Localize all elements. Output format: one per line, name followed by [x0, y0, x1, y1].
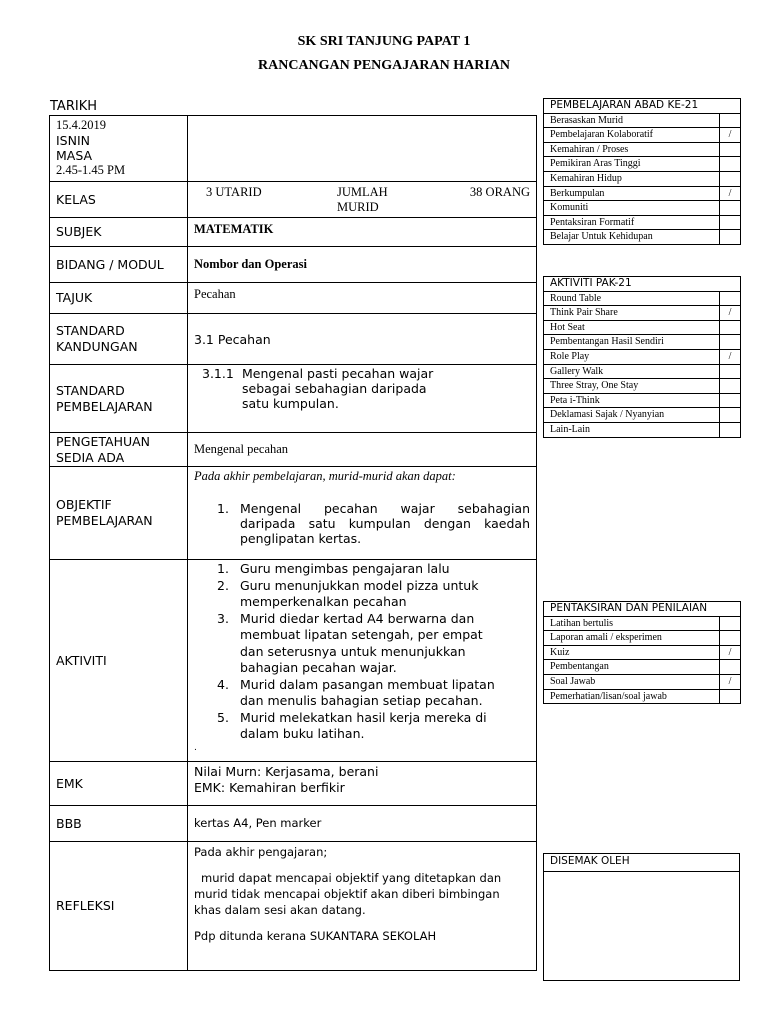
abad21-row: Pentaksiran Formatif [544, 215, 741, 230]
akt-cell [188, 560, 537, 762]
akt-item: 2. Guru menunjukkan model pizza untuk memperkenalkan pecahan [217, 577, 479, 609]
tick-mark [720, 631, 741, 646]
kelas-label: KELAS [50, 182, 188, 218]
tick-mark [720, 335, 741, 350]
row-standard-pembelajaran [50, 365, 537, 433]
row-psa [50, 433, 537, 467]
signature-area[interactable] [544, 872, 739, 982]
akt-trailer: . [194, 742, 197, 753]
time-value: 2.45-1.45 PM [56, 163, 126, 177]
abad21-row: Komuniti [544, 201, 741, 216]
akt-item: 3. Murid diedar kertad A4 berwarna dan membuat lipatan setengah, per empat dan seterusnya untuk menunjukkan bahagian pecahan wajar. [217, 610, 483, 675]
abad21-table [543, 98, 741, 245]
tick-mark [720, 379, 741, 394]
obj-cell [188, 467, 537, 560]
pak21-title: AKTIVITI PAK-21 [544, 277, 741, 292]
tick-mark [720, 689, 741, 704]
tick-mark [720, 201, 741, 216]
masa-label: MASA [56, 148, 93, 163]
pentaksiran-row: Pembentangan [544, 660, 741, 675]
pentaksiran-row: Kuiz / [544, 645, 741, 660]
row-aktiviti [50, 560, 537, 762]
ref-line3: Pdp ditunda kerana SUKANTARA SEKOLAH [194, 929, 437, 943]
pak21-row: Role Play / [544, 349, 741, 364]
obj-label: OBJEKTIF PEMBELAJARAN [50, 467, 188, 560]
tick-mark: / [720, 349, 741, 364]
pentaksiran-table [543, 601, 741, 704]
disemak-box [543, 853, 740, 981]
tick-mark [720, 660, 741, 675]
tick-mark: / [720, 128, 741, 143]
ref-label: REFLEKSI [50, 842, 188, 971]
row-bbb [50, 806, 537, 842]
pak21-table [543, 276, 741, 438]
bidang-label: BIDANG / MODUL [50, 247, 188, 283]
akt-item: 1. Guru mengimbas pengajaran lalu [217, 561, 450, 576]
pak21-row: Lain-Lain [544, 422, 741, 437]
abad21-row: Berkumpulan / [544, 186, 741, 201]
abad21-title: PEMBELAJARAN ABAD KE-21 [544, 99, 741, 114]
tick-mark: / [720, 306, 741, 321]
tick-mark: / [720, 674, 741, 689]
pentaksiran-title: PENTAKSIRAN DAN PENILAIAN [544, 602, 741, 617]
tick-mark [720, 171, 741, 186]
bbb-value: kertas A4, Pen marker [188, 806, 537, 842]
psa-label: PENGETAHUAN SEDIA ADA [50, 433, 188, 467]
abad21-row: Pembelajaran Kolaboratif / [544, 128, 741, 143]
tick-mark [720, 142, 741, 157]
tick-mark [720, 215, 741, 230]
bbb-label: BBB [50, 806, 188, 842]
row-tajuk [50, 283, 537, 314]
date-value: 15.4.2019 [56, 118, 106, 132]
tick-mark [720, 364, 741, 379]
pak21-row: Round Table [544, 291, 741, 306]
tick-mark [720, 393, 741, 408]
subjek-label: SUBJEK [50, 218, 188, 247]
pak21-row: Peta i-Think [544, 393, 741, 408]
akt-list [194, 561, 509, 743]
row-tarikh [50, 116, 537, 182]
obj-item: 1. Mengenal pecahan wajar sebahagian daripada satu kumpulan dengan kaedah penglipatan kertas. [217, 501, 530, 546]
school-name: SK SRI TANJUNG PAPAT 1 [297, 34, 471, 49]
pentaksiran-row: Pemerhatian/lisan/soal jawab [544, 689, 741, 704]
ref-line1: Pada akhir pengajaran; [194, 845, 328, 859]
tick-mark [720, 291, 741, 306]
bidang-value: Nombor dan Operasi [188, 247, 537, 283]
tick-mark [720, 113, 741, 128]
akt-item: 5. Murid melekatkan hasil kerja mereka di dalam buku latihan. [217, 709, 487, 741]
pak21-row: Pembentangan Hasil Sendiri [544, 335, 741, 350]
row-subjek [50, 218, 537, 247]
akt-item: 4. Murid dalam pasangan membuat lipatan dan menulis bahagian setiap pecahan. [217, 676, 495, 708]
tarikh-empty-cell [188, 116, 537, 182]
sp-label: STANDARD PEMBELAJARAN [50, 365, 188, 433]
obj-intro: Pada akhir pembelajaran, murid-murid akan dapat: [194, 469, 456, 483]
ref-line2: murid dapat mencapai objektif yang ditetapkan dan murid tidak mencapai objektif akan diberi bimbingan khas dalam sesi akan datang. [194, 871, 502, 917]
subjek-value: MATEMATIK [188, 218, 537, 247]
tick-mark: / [720, 186, 741, 201]
tick-mark: / [720, 645, 741, 660]
tick-mark [720, 230, 741, 245]
day-value: ISNIN [56, 133, 91, 148]
tick-mark [720, 320, 741, 335]
emk-label: EMK [50, 762, 188, 806]
pak21-row: Gallery Walk [544, 364, 741, 379]
sp-number: 3.1.1 [202, 366, 234, 381]
emk-line2: EMK: Kemahiran berfikir [194, 780, 345, 795]
tick-mark [720, 408, 741, 423]
akt-label: AKTIVITI [50, 560, 188, 762]
sk-value: 3.1 Pecahan [188, 314, 537, 365]
jumlah-value: 38 ORANG [469, 185, 530, 199]
tarikh-label: TARIKH [50, 99, 97, 114]
pak21-row: Deklamasi Sajak / Nyanyian [544, 408, 741, 423]
datetime-cell [50, 116, 188, 182]
pak21-row: Three Stray, One Stay [544, 379, 741, 394]
abad21-row: Pemikiran Aras Tinggi [544, 157, 741, 172]
tajuk-label: TAJUK [50, 283, 188, 314]
abad21-row: Kemahiran / Proses [544, 142, 741, 157]
row-objektif [50, 467, 537, 560]
obj-list [194, 501, 530, 546]
row-bidang [50, 247, 537, 283]
kelas-cell [188, 182, 537, 218]
tick-mark [720, 422, 741, 437]
row-standard-kandungan [50, 314, 537, 365]
pentaksiran-row: Laporan amali / eksperimen [544, 631, 741, 646]
tajuk-value: Pecahan [188, 283, 537, 314]
psa-value: Mengenal pecahan [188, 433, 537, 467]
pak21-row: Hot Seat [544, 320, 741, 335]
pentaksiran-row: Soal Jawab / [544, 674, 741, 689]
jumlah-label: JUMLAH MURID [337, 185, 388, 214]
row-emk [50, 762, 537, 806]
disemak-title: DISEMAK OLEH [544, 854, 739, 872]
ref-cell [188, 842, 537, 971]
pentaksiran-row: Latihan bertulis [544, 616, 741, 631]
abad21-row: Berasaskan Murid [544, 113, 741, 128]
kelas-value: 3 UTARID [206, 185, 262, 199]
emk-cell [188, 762, 537, 806]
sk-label: STANDARD KANDUNGAN [50, 314, 188, 365]
abad21-row: Belajar Untuk Kehidupan [544, 230, 741, 245]
sp-cell [188, 365, 537, 433]
tick-mark [720, 157, 741, 172]
emk-line1: Nilai Murn: Kerjasama, berani [194, 764, 379, 779]
abad21-row: Kemahiran Hidup [544, 171, 741, 186]
pak21-row: Think Pair Share / [544, 306, 741, 321]
lesson-plan-table [49, 115, 537, 971]
document-title: RANCANGAN PENGAJARAN HARIAN [258, 58, 510, 73]
row-kelas [50, 182, 537, 218]
sp-value: Mengenal pasti pecahan wajar sebagai sebahagian daripada satu kumpulan. [242, 366, 434, 411]
row-refleksi [50, 842, 537, 971]
tick-mark [720, 616, 741, 631]
